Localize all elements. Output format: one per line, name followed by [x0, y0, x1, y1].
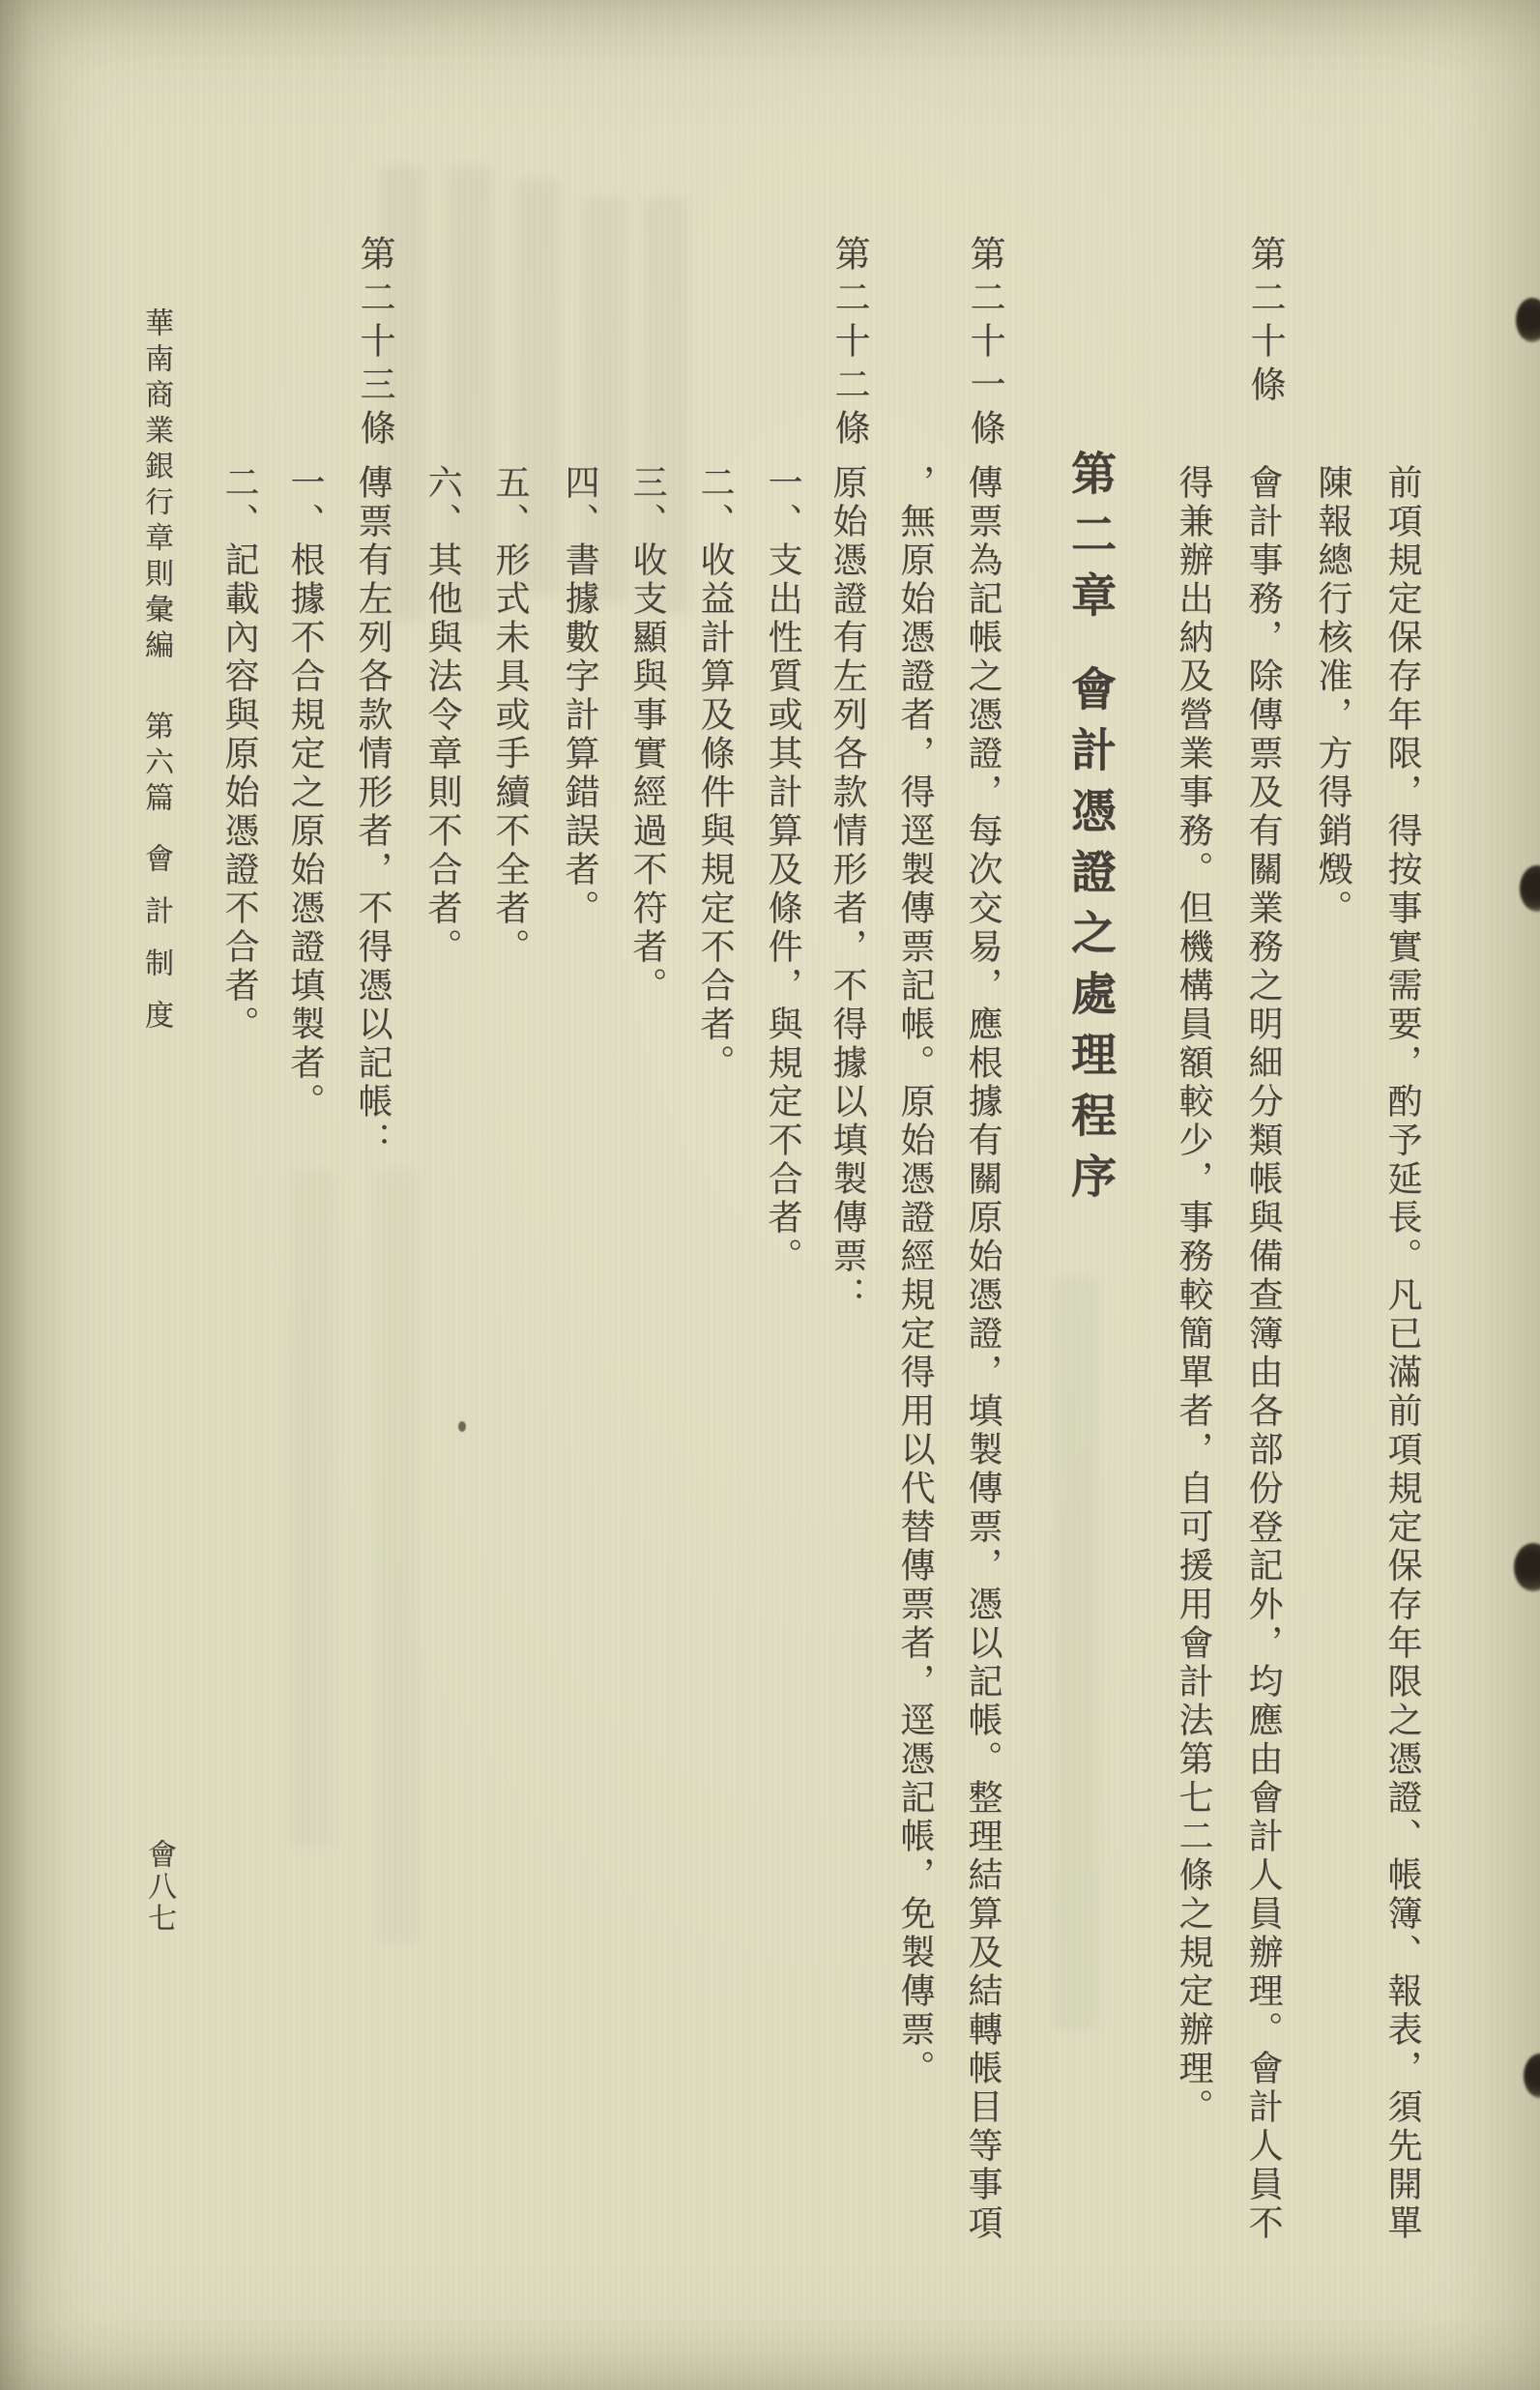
body-text: 二、收益計算及條件與規定不合者。	[695, 464, 735, 1083]
article-number: 第二十一條	[964, 235, 1005, 452]
body-text: 原始憑證有左列各款情形者，不得據以填製傳票：	[828, 464, 867, 1315]
body-text: 陳報總行核准，方得銷燬。	[1313, 464, 1352, 928]
body-text: 五、形式未具或手續不全者。	[490, 464, 530, 967]
chapter-title: 會計憑證之處理程序	[1063, 665, 1117, 1213]
show-through-mark	[1054, 1276, 1098, 2030]
body-text: 會計事務，除傳票及有關業務之明細分類帳與備查簿由各部份登記外，均應由會計人員辦理。會計人員不	[1243, 464, 1283, 2243]
body-text: 一、支出性質或其計算及條件，與規定不合者。	[763, 464, 802, 1276]
body-text: 得兼辦出納及營業事務。但機構員額較少，事務較簡單者，自可援用會計法第七二條之規定辦理。	[1174, 464, 1213, 2127]
article-number: 第二十三條	[354, 235, 395, 452]
page-number: 會八七	[142, 1839, 176, 1935]
body-text: 傳票有左列各款情形者，不得憑以記帳：	[353, 464, 392, 1160]
binding-hole	[1524, 2054, 1540, 2098]
article-number: 第二十二條	[828, 235, 870, 452]
body-text: 六、其他與法令章則不合者。	[422, 464, 462, 967]
spine-section-title: 會計制度	[139, 843, 173, 1052]
body-text: 四、書據數字計算錯誤者。	[560, 464, 599, 928]
body-text: 前項規定保存年限，得按事實需要，酌予延長。凡已滿前項規定保存年限之憑證、帳簿、報表，須先開單	[1382, 464, 1422, 2243]
body-text: 三、收支顯與事實經過不符者。	[627, 464, 667, 1006]
paper-speck	[458, 1421, 466, 1432]
spine-part-number: 第六篇	[139, 711, 173, 818]
article-number: 第二十條	[1244, 235, 1286, 409]
body-text: 一、根據不合規定之原始憑證填製者。	[285, 464, 325, 1122]
binding-hole	[1520, 865, 1540, 912]
chapter-number: 第二章	[1063, 450, 1117, 632]
binding-hole	[1514, 1543, 1540, 1591]
body-text: 二、記載內容與原始憑證不合者。	[219, 464, 259, 1044]
body-text: ，無原始憑證者，得逕製傳票記帳。原始憑證經規定得用以代替傳票者，逕憑記帳，免製傳票。	[895, 464, 935, 2088]
show-through-mark	[290, 1170, 334, 1847]
binding-hole	[1516, 298, 1540, 342]
show-through-mark	[375, 1170, 420, 1943]
body-text: 傳票為記帳之憑證，每次交易，應根據有關原始憑證，填製傳票，憑以記帳。整理結算及結轉帳目等事項	[963, 464, 1002, 2243]
spine-book-title: 華南商業銀行章則彙編	[139, 307, 173, 665]
